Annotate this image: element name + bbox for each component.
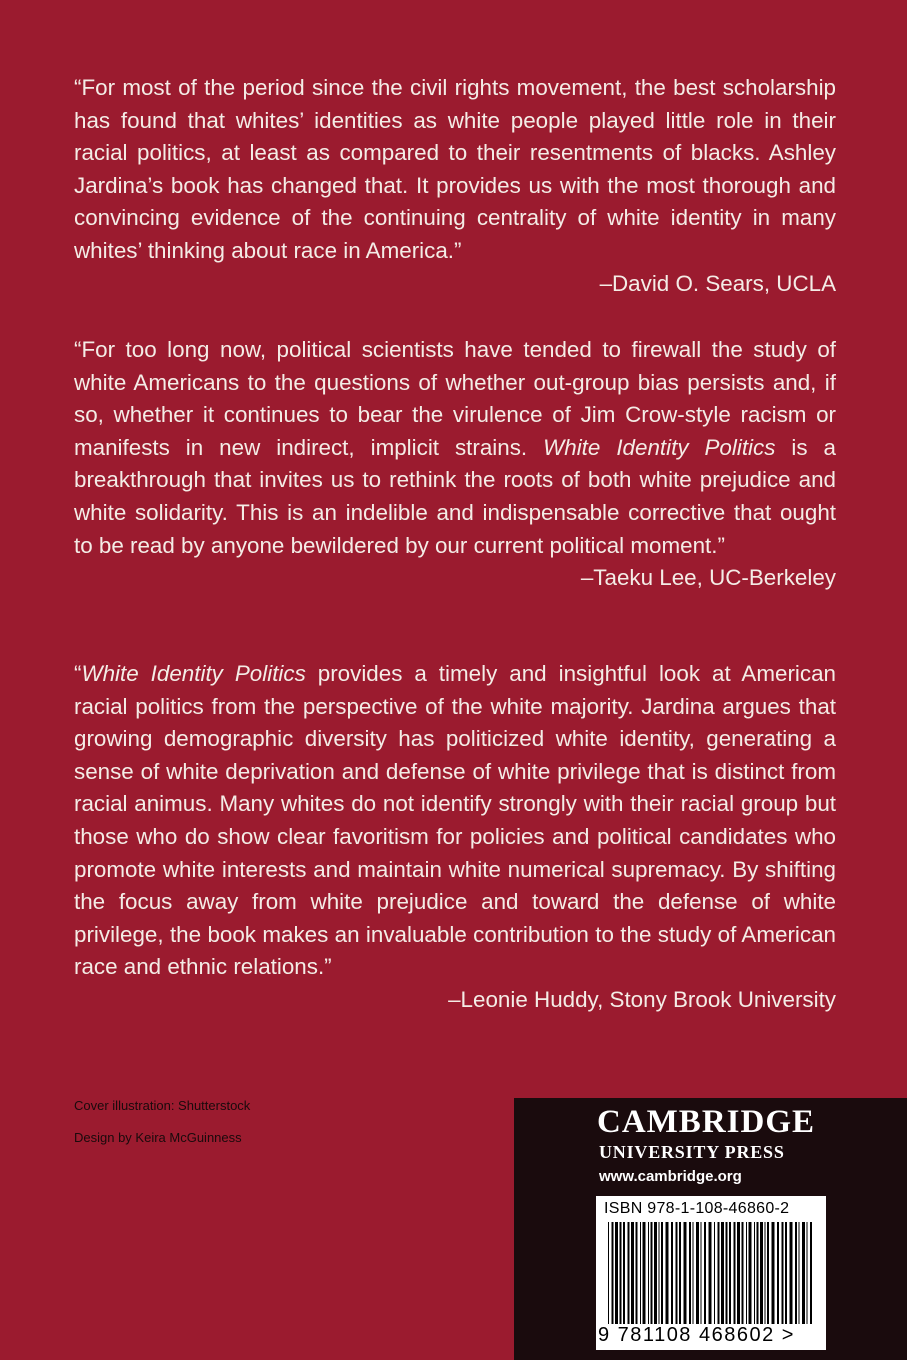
publisher-url[interactable]: www.cambridge.org xyxy=(599,1168,742,1185)
barcode-bar xyxy=(612,1222,614,1324)
barcode-bar xyxy=(659,1222,660,1324)
barcode-bar xyxy=(734,1222,736,1324)
barcode-bar xyxy=(631,1222,634,1324)
barcode-bar xyxy=(807,1222,808,1324)
blurb-attribution: –Leonie Huddy, Stony Brook University xyxy=(448,986,836,1012)
barcode-bar xyxy=(701,1222,702,1324)
barcode-bar xyxy=(718,1222,720,1324)
blurb-lee xyxy=(74,334,836,595)
barcode-bar xyxy=(608,1222,609,1324)
barcode-bar xyxy=(802,1222,805,1324)
barcode-bar xyxy=(782,1222,784,1324)
barcode-bar xyxy=(666,1222,669,1324)
barcode-bar xyxy=(749,1222,752,1324)
barcode-bar xyxy=(767,1222,769,1324)
barcode-bar xyxy=(721,1222,724,1324)
barcode-bar xyxy=(696,1222,699,1324)
barcode-bar xyxy=(709,1222,712,1324)
barcode-bar xyxy=(746,1222,747,1324)
barcode-bar xyxy=(651,1222,653,1324)
barcode-bars xyxy=(604,1222,818,1324)
barcode-bar xyxy=(704,1222,706,1324)
barcode-bar xyxy=(693,1222,694,1324)
barcode-bar xyxy=(636,1222,638,1324)
barcode-bar xyxy=(654,1222,657,1324)
blurb-quote: “For most of the period since the civil rights movement, the best scholarship has found that whites’ identities as white people played little role in their racial politics, at least as compared to their resentments of blacks. Ashley Jardina’s book has changed that. It provides us with the most thorough and convincing evidence of the continuing centrality of white identity in many whites’ thinking about race in America.” xyxy=(74,75,836,263)
barcode-panel xyxy=(596,1196,826,1350)
barcode-bar xyxy=(615,1222,618,1324)
barcode-bar xyxy=(757,1222,759,1324)
barcode-bar xyxy=(765,1222,766,1324)
barcode-bar xyxy=(623,1222,625,1324)
barcode-bar xyxy=(795,1222,797,1324)
cover-illustration-credit: Cover illustration: Shutterstock xyxy=(74,1098,251,1113)
book-title: White Identity Politics xyxy=(543,434,776,460)
blurb-quote xyxy=(74,334,836,562)
barcode-bar xyxy=(810,1222,812,1324)
barcode-bar xyxy=(661,1222,663,1324)
barcode-bar xyxy=(628,1222,630,1324)
barcode-bar xyxy=(790,1222,793,1324)
barcode-bar xyxy=(714,1222,715,1324)
publisher-block xyxy=(514,1098,907,1360)
barcode-bar xyxy=(737,1222,740,1324)
design-credit: Design by Keira McGuinness xyxy=(74,1130,242,1145)
blurb-huddy xyxy=(74,658,836,1017)
blurb-attribution: –David O. Sears, UCLA xyxy=(599,270,836,296)
barcode-bar xyxy=(643,1222,646,1324)
barcode-bar xyxy=(640,1222,641,1324)
barcode-bar xyxy=(772,1222,775,1324)
publisher-subtitle: UNIVERSITY PRESS xyxy=(599,1142,785,1162)
barcode-bar xyxy=(785,1222,787,1324)
isbn-label: ISBN 978-1-108-46860-2 xyxy=(604,1200,790,1217)
book-title: White Identity Politics xyxy=(81,661,306,686)
quote-text: provides a timely and insightful look at American racial politics from the perspective of the white majority. Jardina argues that growing demographic diversity has politicized white identity, generating a sense of white deprivation and defense of white privilege that is distinct from racial animus. Many whites do not identify strongly with their racial group but those who do show clear favoritism for policies and political candidates who promote white interests and maintain white numerical supremacy. By shifting the focus away from white prejudice and toward the defense of white privilege, the book makes an invaluable contribution to the study of American race and ethnic relations.” xyxy=(74,661,836,980)
quote-text: “For too long now, political scientists have tended to firewall the study of white Americans to the questions of whether out-group bias persists and, if so, whether it continues to bear the virulence of Jim Crow-style racism or manifests in new indirect, implicit strains. xyxy=(74,337,836,460)
quote-open: “ xyxy=(74,661,82,686)
barcode-bar xyxy=(676,1222,678,1324)
barcode-number: 9 781108 468602 > xyxy=(598,1324,795,1346)
blurb-attribution: –Taeku Lee, UC-Berkeley xyxy=(580,565,836,591)
barcode-bar xyxy=(777,1222,779,1324)
barcode-bar xyxy=(620,1222,622,1324)
blurb-sears xyxy=(74,72,836,300)
barcode-bar xyxy=(729,1222,731,1324)
barcode-bar xyxy=(799,1222,800,1324)
quote-text: is a breakthrough that invites us to rethink the roots of both white prejudice and white solidarity. This is an indelible and indispensable corrective that ought to be read by anyone bewildered by our current political moment.” xyxy=(74,434,836,558)
barcode-bar xyxy=(742,1222,744,1324)
blurb-quote xyxy=(74,658,836,984)
barcode-bar xyxy=(648,1222,649,1324)
barcode-bar xyxy=(760,1222,763,1324)
barcode-bar xyxy=(671,1222,673,1324)
publisher-name: CAMBRIDGE xyxy=(597,1104,816,1140)
barcode-bar xyxy=(689,1222,691,1324)
barcode-bar xyxy=(684,1222,687,1324)
barcode-bar xyxy=(726,1222,728,1324)
barcode-bar xyxy=(754,1222,755,1324)
barcode-bar xyxy=(679,1222,681,1324)
